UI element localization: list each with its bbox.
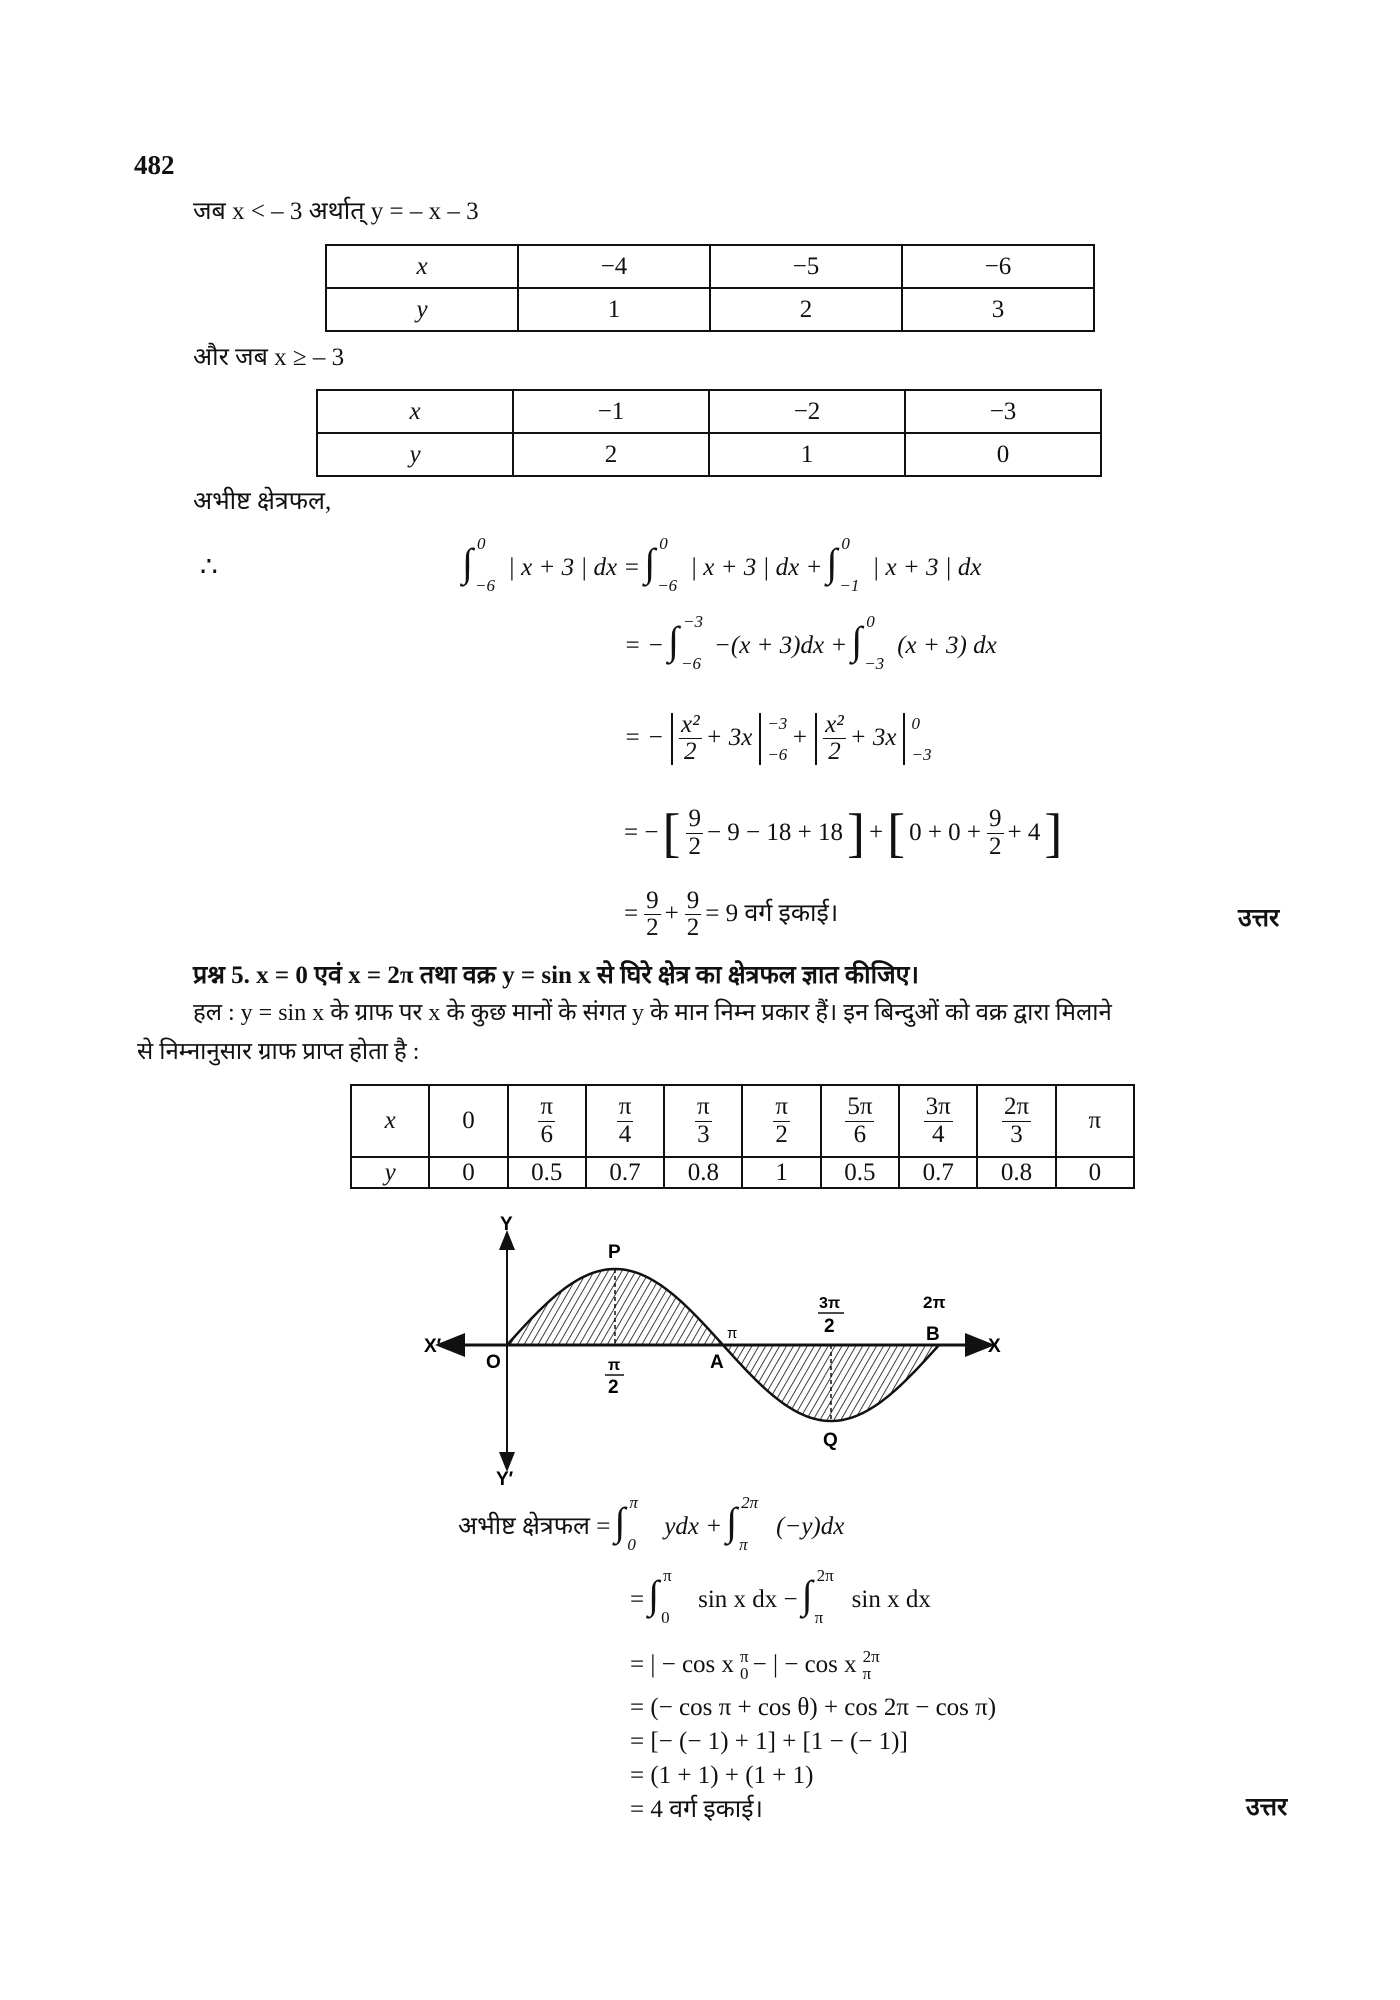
table-cell: −5	[710, 245, 902, 288]
label-x: X	[988, 1336, 1001, 1357]
label-y: Y	[500, 1214, 513, 1235]
table-row-y	[317, 433, 1101, 476]
table-cell: −6	[902, 245, 1094, 288]
table-cell: 0	[905, 433, 1101, 476]
table-cell: 0	[429, 1157, 507, 1188]
equation-line-3	[624, 712, 935, 766]
table-cell: x	[351, 1085, 429, 1157]
table-case-1	[325, 244, 1095, 332]
table-cell: 0.5	[508, 1157, 586, 1188]
table-cell	[508, 1085, 586, 1157]
expression: −(x + 3)dx +	[714, 631, 848, 659]
expression: | x + 3 | dx =	[508, 553, 641, 581]
sine-graph	[420, 1200, 1020, 1500]
therefore-symbol: ∴	[200, 552, 218, 583]
fraction: $\frac{\text{x²}}{2}$	[825, 711, 844, 766]
required-area-label: अभीष्ट क्षेत्रफल,	[193, 488, 332, 515]
table-cell: 0	[1056, 1157, 1134, 1188]
expression: (−y)dx	[776, 1512, 845, 1540]
expression: = −	[624, 724, 664, 752]
table-cell: 0.5	[821, 1157, 899, 1188]
table-sine-values	[350, 1084, 1135, 1189]
final-line-1	[458, 1493, 848, 1554]
expression: +	[791, 724, 809, 752]
table-cell: y	[326, 288, 518, 331]
solution-line-2: से निम्नानुसार ग्राफ प्राप्त होता है :	[137, 1039, 420, 1065]
expression: +	[664, 900, 679, 928]
integral: ∫ π 0	[614, 1493, 638, 1554]
expression: + 3x	[849, 724, 897, 752]
expression: sin x dx −	[698, 1585, 798, 1613]
label-pi: π	[727, 1325, 738, 1342]
bracket	[671, 713, 673, 765]
table-cell: x	[317, 390, 513, 433]
question-5: प्रश्न 5. x = 0 एवं x = 2π तथा वक्र y = sin x से घिरे क्षेत्र का क्षेत्रफल ज्ञात कीजिए।	[193, 962, 919, 989]
table-cell: 0.7	[586, 1157, 664, 1188]
table-row-y	[351, 1157, 1134, 1188]
integral: ∫ π 0	[648, 1566, 672, 1627]
table-cell: y	[351, 1157, 429, 1188]
table-cell: −1	[513, 390, 709, 433]
expression: 0 + 0 +	[909, 818, 982, 846]
limits: π 0	[740, 1647, 749, 1683]
table-cell	[664, 1085, 742, 1157]
page-number: 482	[134, 150, 175, 180]
label-origin: O	[486, 1352, 501, 1373]
label-x-prime: X′	[424, 1336, 442, 1357]
final-line-7: = 4 वर्ग इकाई।	[630, 1796, 764, 1823]
fraction: $\frac{5\pi}{6}$	[847, 1093, 873, 1148]
table-row-x	[326, 245, 1094, 288]
fraction: $\frac{\text{x²}}{2}$	[681, 711, 700, 766]
final-line-4: = (− cos π + cos θ) + cos 2π − cos π)	[630, 1694, 997, 1721]
answer-label-2: उत्तर	[1246, 1794, 1288, 1821]
final-line-2	[630, 1566, 935, 1627]
table-cell: 2	[710, 288, 902, 331]
table-case-2	[316, 389, 1102, 477]
expression: = −	[624, 818, 659, 846]
case-2-condition: और जब x ≥ – 3	[193, 344, 345, 371]
bracket: ]	[1044, 803, 1063, 863]
equation-line-4	[624, 803, 1066, 863]
fraction: $\frac{\pi}{2}$	[775, 1093, 788, 1148]
expression: =	[630, 1585, 645, 1613]
expression: | x + 3 | dx	[872, 553, 982, 581]
expression: = | − cos x	[630, 1650, 735, 1678]
case-1-condition: जब x < – 3 अर्थात् y = – x – 3	[193, 198, 479, 225]
label-2pi: 2π	[923, 1293, 946, 1312]
table-cell: 0.8	[664, 1157, 742, 1188]
label-pi-half-den: 2	[608, 1377, 619, 1398]
fraction: $\frac{\pi}{6}$	[540, 1093, 554, 1148]
table-cell	[899, 1085, 977, 1157]
integral: ∫ 2π π	[801, 1566, 834, 1627]
bracket	[903, 713, 905, 765]
answer-label: उत्तर	[1238, 905, 1280, 932]
final-line-3	[630, 1648, 884, 1682]
table-row-x	[351, 1085, 1134, 1157]
bracket: [	[662, 803, 681, 863]
bracket	[815, 713, 817, 765]
final-line-5: = [− (− 1) + 1] + [1 − (− 1)]	[630, 1728, 908, 1755]
fraction: $\frac{9}{2}$	[646, 887, 659, 942]
fraction: $\frac{3\pi}{4}$	[925, 1093, 951, 1148]
limits: 0 −3	[911, 713, 932, 764]
solution-line-1: हल : y = sin x के ग्राफ पर x के कुछ मानों के संगत y के मान निम्न प्रकार हैं। इन बिन्दुओं को वक्र द्वारा मिलाने	[193, 1000, 1112, 1026]
fraction: $\frac{9}{2}$	[686, 887, 700, 942]
table-cell: 0.8	[977, 1157, 1055, 1188]
integral: ∫ 0 −1	[826, 534, 860, 595]
table-row-x	[317, 390, 1101, 433]
table-cell: 1	[742, 1157, 820, 1188]
expression: + 3x	[705, 724, 753, 752]
label-a: A	[710, 1352, 724, 1373]
label-3pi-half-num: 3π	[819, 1295, 841, 1312]
table-cell: 2	[513, 433, 709, 476]
table-cell: −4	[518, 245, 710, 288]
expression: = −	[624, 631, 664, 659]
bracket: [	[887, 803, 906, 863]
limits: 2π π	[862, 1647, 880, 1683]
fraction: $\frac{9}{2}$	[688, 805, 701, 860]
expression: − 9 − 18 + 18	[706, 818, 843, 846]
label-3pi-half-den: 2	[824, 1316, 835, 1337]
expression: (x + 3) dx	[897, 631, 997, 659]
equation-line-1	[462, 534, 985, 595]
equation-line-5	[624, 888, 842, 942]
table-cell: 0.7	[899, 1157, 977, 1188]
table-cell: 1	[709, 433, 905, 476]
integral: ∫ 0 −6	[462, 534, 495, 595]
final-line-6: = (1 + 1) + (1 + 1)	[630, 1762, 814, 1789]
table-cell: 3	[902, 288, 1094, 331]
table-cell: π	[1056, 1085, 1134, 1157]
fraction: $\frac{\pi}{4}$	[618, 1093, 632, 1148]
table-cell	[977, 1085, 1055, 1157]
expression: − | − cos x	[752, 1650, 857, 1678]
expression: | x + 3 | dx +	[690, 553, 823, 581]
label-b: B	[926, 1324, 940, 1345]
required-area-label: अभीष्ट क्षेत्रफल =	[458, 1512, 611, 1540]
integral: ∫ 2π π	[726, 1493, 759, 1554]
table-cell: −3	[905, 390, 1101, 433]
expression: = 9 वर्ग इकाई।	[705, 900, 839, 928]
expression: sin x dx	[851, 1585, 931, 1613]
integral: ∫ 0 −3	[851, 612, 885, 673]
table-cell: x	[326, 245, 518, 288]
expression: + 4	[1007, 818, 1041, 846]
bracket	[759, 713, 761, 765]
limits: −3 −6	[767, 713, 788, 764]
table-cell: 1	[518, 288, 710, 331]
equation-line-2	[624, 612, 1001, 673]
integral: ∫ 0 −6	[644, 534, 678, 595]
table-cell: y	[317, 433, 513, 476]
label-y-prime: Y′	[496, 1469, 514, 1490]
label-p: P	[608, 1242, 621, 1263]
label-pi-half-num: π	[608, 1357, 621, 1374]
fraction: $\frac{2\pi}{3}$	[1003, 1093, 1030, 1148]
integral: ∫ −3 −6	[668, 612, 703, 673]
expression: +	[868, 818, 884, 846]
fraction: $\frac{\pi}{3}$	[697, 1093, 710, 1148]
expression: ydx +	[664, 1512, 723, 1540]
fraction: $\frac{9}{2}$	[989, 805, 1002, 860]
expression: =	[624, 900, 639, 928]
label-q: Q	[823, 1430, 838, 1451]
table-row-y	[326, 288, 1094, 331]
table-cell	[821, 1085, 899, 1157]
table-cell: −2	[709, 390, 905, 433]
table-cell: 0	[429, 1085, 507, 1157]
bracket: ]	[847, 803, 865, 863]
table-cell	[742, 1085, 820, 1157]
table-cell	[586, 1085, 664, 1157]
